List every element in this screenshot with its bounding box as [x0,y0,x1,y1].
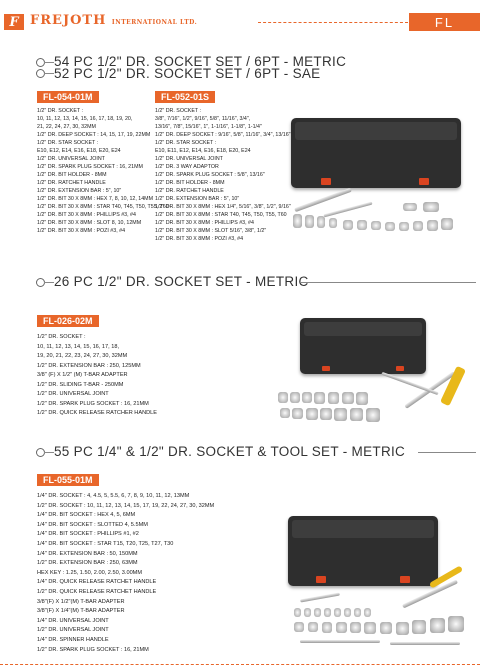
list-item: 1/4" DR. QUICK RELEASE RATCHET HANDLE [37,579,157,586]
list-item: 1/4" DR. BIT SOCKET : PHILLIPS #1, #2 [37,531,139,538]
list-item: 1/2" DR. EXTENSION BAR : 250, 125MM [37,362,141,369]
list-item: 21, 22, 24, 27, 30, 32MM [37,124,96,130]
list-item: HEX KEY : 1.25, 1.50, 2.00, 2.50, 3.00MM [37,569,142,576]
section1-title-1: 54 PC 1/2" DR. SOCKET SET / 6PT - METRIC [54,54,347,69]
list-item: 13/16", 7/8", 15/16", 1", 1-1/16", 1-1/8", 1-1/4" [155,124,262,130]
list-item: 1/2" DR. STAR SOCKET : [37,140,99,146]
list-item: 1/2" DR. BIT 30 X 8MM : SLOT 8, 10, 12MM [37,220,142,226]
list-item: 1/2" DR. EXTENSION BAR : 250, 63MM [37,560,138,567]
list-item: 3/8"(F) X 1/2"(M) T-BAR ADAPTER [37,598,125,605]
section1-left-list [37,107,169,235]
section2-title: 26 PC 1/2" DR. SOCKET SET - METRIC [54,274,309,289]
list-item: 1/2" DR. BIT 30 X 8MM : PHILLIPS #3, #4 [37,212,136,218]
list-item: 3/8" (F) X 1/2" (M) T-BAR ADAPTER [37,372,128,378]
list-item: 1/2" DR. RATCHET HANDLE [155,188,224,194]
list-item: 1/2" DR. QUICK RELEASE RATCHER HANDLE [37,410,158,416]
product-image-54pc [283,118,473,248]
list-item: 1/2" DR. BIT HOLDER - 8MM [155,180,225,186]
list-item: 1/2" DR. SOCKET : 10, 11, 12, 13, 14, 15, 17, 19, 22, 24, 27, 30, 32MM [37,502,215,509]
section1-title-2: 52 PC 1/2" DR. SOCKET SET / 6PT - SAE [54,66,321,81]
company-logo [4,14,24,30]
section3-title: 55 PC 1/4" & 1/2" DR. SOCKET & TOOL SET - METRIC [54,444,406,459]
list-item: 1/4" DR. BIT SOCKET : SLOTTED 4, 5.5MM [37,521,148,528]
section2-list [37,333,157,419]
list-item: 1/2" DR. QUICK RELEASE RATCHET HANDLE [37,588,157,595]
list-item: 1/2" DR. DEEP SOCKET : 9/16", 5/8", 11/16", 3/4", 13/16" [155,132,291,138]
product-code: FL-026-02M [37,315,99,327]
list-item: 1/2" DR. BIT 30 X 8MM : POZI #3, #4 [155,236,244,242]
product-image-55pc [280,516,476,656]
list-item: 1/2" DR. EXTENSION BAR : 5", 10" [37,188,122,194]
list-item: E10, E11, E12, E14, E16, E18, E20, E24 [155,148,251,154]
list-item: 1/2" DR. UNIVERSAL JOINT [155,156,223,162]
list-item: 1/2" DR. BIT 30 X 8MM : SLOT 5/16", 3/8", 1/2" [155,228,267,234]
list-item: 1/2" DR. BIT HOLDER - 8MM [37,172,107,178]
title-rule [44,62,54,63]
product-code-left: FL-054-01M [37,91,99,103]
list-item: 1/2" DR. BIT 30 X 8MM : STAR T40, T45, T50, T55, T60 [155,212,287,218]
list-item: 19, 20, 21, 22, 23, 24, 27, 30, 32MM [37,353,128,359]
product-code: FL-055-01M [37,474,99,486]
company-main: FREJOTH [30,13,107,28]
list-item: 1/2" DR. BIT 30 X 8MM : STAR T40, T45, T50, T55, T60 [37,204,169,210]
list-item: 3/8", 7/16", 1/2", 9/16", 5/8", 11/16", 3/4", [155,116,251,122]
list-item: E10, E12, E14, E16, E18, E20, E24 [37,148,121,154]
list-item: 1/4" DR. SPINNER HANDLE [37,636,109,643]
company-name [30,13,197,28]
list-item: 10, 11, 12, 13, 14, 15, 16, 17, 18, 19, 20, [37,116,133,122]
list-item: 1/2" DR. UNIVERSAL JOINT [37,391,109,397]
section3-list [37,492,214,655]
list-item: 1/2" DR. DEEP SOCKET : 14, 15, 17, 19, 22MM [37,132,151,138]
company-sub: INTERNATIONAL LTD. [111,19,198,26]
list-item: 1/2" DR. BIT 30 X 8MM : HEX 1/4", 5/16", 3/8", 1/2", 9/16" [155,204,291,210]
list-item: 1/4" DR. UNIVERSAL JOINT [37,617,109,624]
list-item: 1/2" DR. SLIDING T-BAR - 250MM [37,381,124,388]
list-item: 1/2" DR. SPARK PLUG SOCKET : 16, 21MM [37,646,149,653]
list-item: 1/2" DR. RATCHET HANDLE [37,180,106,186]
list-item: 1/4" DR. SOCKET : 4, 4.5, 5, 5.5, 6, 7, 8, 9, 10, 11, 12, 13MM [37,493,190,499]
list-item: 1/2" DR. SOCKET : [155,108,201,114]
logo-glyph: F [9,14,19,30]
list-item: 1/2" DR. SPARK PLUG SOCKET : 16, 21MM [37,164,143,170]
list-item: 1/2" DR. STAR SOCKET : [155,140,217,146]
list-item: 1/2" DR. SOCKET : [37,108,83,114]
list-item: 1/2" DR. BIT 30 X 8MM : HEX 7, 8, 10, 12, 14MM [37,196,154,202]
title-rule [44,452,54,453]
list-item: 1/4" DR. EXTENSION BAR : 50, 150MM [37,550,138,557]
list-item: 1/2" DR. SPARK PLUG SOCKET : 16, 21MM [37,400,149,407]
list-item: 1/2" DR. UNIVERSAL JOINT [37,156,105,162]
title-rule [44,73,54,74]
list-item: 1/2" DR. EXTENSION BAR : 5", 10" [155,196,240,202]
section1-right-list [155,107,291,243]
footer-divider [0,664,480,665]
title-rule [300,282,476,283]
title-rule [44,282,54,283]
list-item: 1/2" DR. SOCKET : [37,334,86,340]
list-item: 1/4" DR. BIT SOCKET : STAR T15, T20, T25, T27, T30 [37,540,174,547]
list-item: 1/2" DR. 3 WAY ADAPTOR [155,164,219,170]
list-item: 1/2" DR. BIT 30 X 8MM : PHILLIPS #3, #4 [155,220,254,226]
product-image-26pc [270,318,476,433]
section-tag: FL [409,13,480,31]
list-item: 1/2" DR. BIT 30 X 8MM : POZI #3, #4 [37,228,126,234]
list-item: 1/2" DR. UNIVERSAL JOINT [37,627,109,634]
list-item: 3/8"(F) X 1/4"(M) T-BAR ADAPTER [37,608,125,615]
product-code-right: FL-052-01S [155,91,215,103]
title-rule [418,452,476,453]
list-item: 1/2" DR. SPARK PLUG SOCKET : 5/8", 13/16" [155,172,265,178]
list-item: 10, 11, 12, 13, 14, 15, 16, 17, 18, [37,343,120,350]
list-item: 1/4" DR. BIT SOCKET : HEX 4, 5, 6MM [37,512,136,519]
header-divider [258,22,408,23]
